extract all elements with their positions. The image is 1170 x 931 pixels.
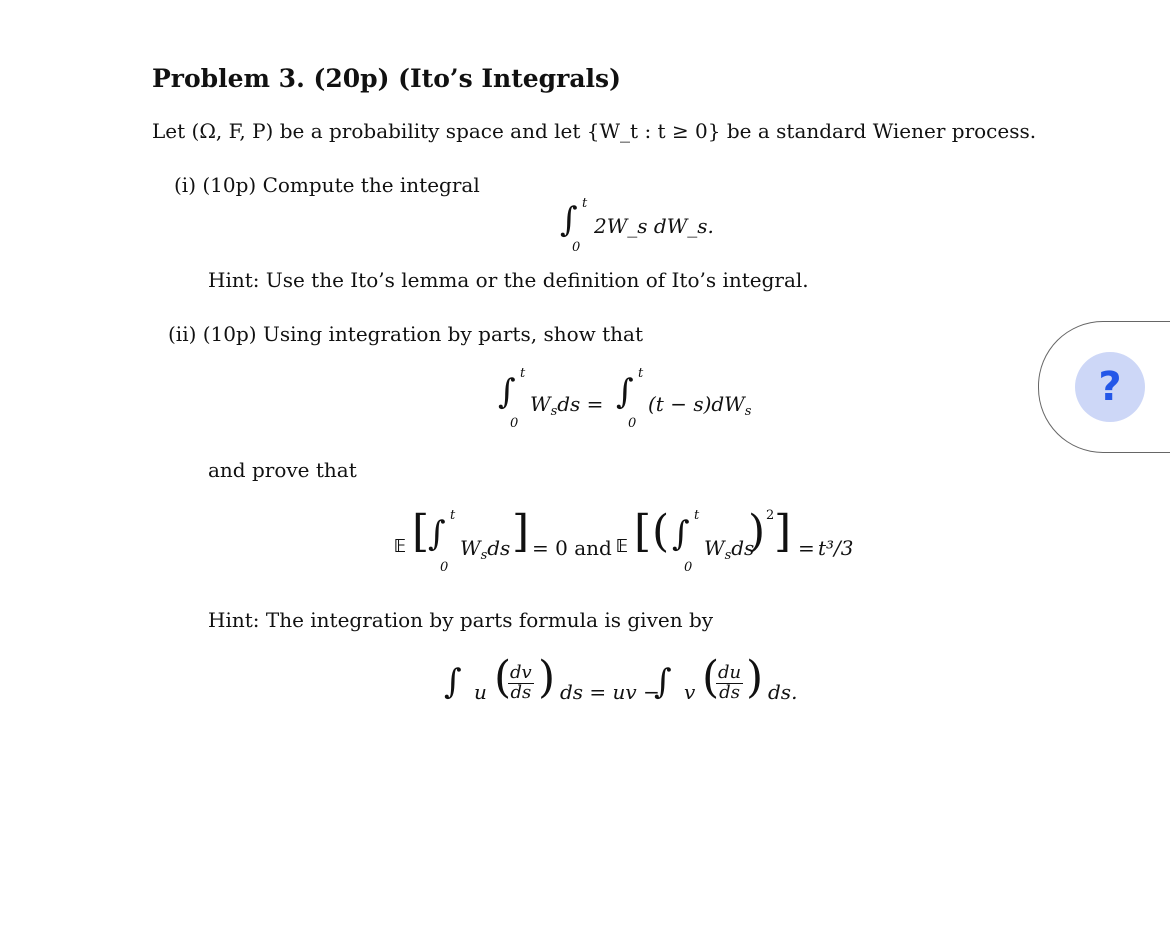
prove-text: and prove that xyxy=(208,458,357,482)
integral-lower-limit: 0 xyxy=(628,416,637,431)
integral-lower-limit: 0 xyxy=(440,560,449,575)
formula-end: ds. xyxy=(768,680,798,704)
left-bracket: [ xyxy=(634,506,652,557)
integral-lower-limit: 0 xyxy=(510,416,519,431)
integral-upper-limit: t xyxy=(520,366,526,381)
square-exponent: 2 xyxy=(766,508,775,523)
integral-sign: ∫ xyxy=(498,372,516,412)
integration-by-parts-formula xyxy=(444,652,824,726)
right-paren: ) xyxy=(748,506,766,557)
part-i-integral xyxy=(560,196,720,260)
integral-upper-limit: t xyxy=(694,508,700,523)
formula-v: v xyxy=(684,680,696,704)
formula-u: u xyxy=(474,680,487,704)
integral-sign: ∫ xyxy=(616,372,634,412)
part-i-hint: Hint: Use the Ito’s lemma or the definition of Ito’s integral. xyxy=(208,268,809,292)
identity-left: $W_sds$ = xyxy=(530,392,604,419)
fraction-du-ds: $\frac{du}{ds}$ xyxy=(718,662,742,703)
problem-intro xyxy=(152,119,1036,143)
expectation-symbol: 𝔼 xyxy=(394,536,407,557)
problem-title: Problem 3. (20p) (Ito’s Integrals) xyxy=(152,64,621,93)
help-icon[interactable]: ? xyxy=(1075,352,1145,422)
expectation-symbol: 𝔼 xyxy=(616,536,629,557)
right-bracket: ] xyxy=(512,506,530,557)
equals-sign: = xyxy=(798,536,815,560)
identity-right: $(t - s)dW_s$ xyxy=(648,392,752,419)
problem-intro-text: Let (Ω, F, P) be a probability space and let {W_t : t ≥ 0} be a standard Wiener process. xyxy=(152,119,1037,143)
and-text: = 0 and xyxy=(532,536,612,560)
right-bracket: ] xyxy=(774,506,792,557)
integral-sign: ∫ xyxy=(560,200,578,240)
part-i-integrand: 2W_s dW_s. xyxy=(594,214,714,238)
integral-upper-limit: t xyxy=(638,366,644,381)
part-ii-hint: Hint: The integration by parts formula is given by xyxy=(208,608,714,632)
integral-upper-limit: t xyxy=(582,196,588,211)
right-paren: ) xyxy=(746,652,764,703)
right-paren: ) xyxy=(538,652,556,703)
left-bracket: [ xyxy=(412,506,430,557)
variance-integrand: $W_sds$ xyxy=(704,536,755,563)
part-ii-label: (ii) (10p) Using integration by parts, show that xyxy=(168,322,643,346)
integral-sign: ∫ xyxy=(444,662,462,702)
left-paren: ( xyxy=(494,652,512,703)
integral-sign: ∫ xyxy=(428,514,446,554)
variance-result: t³/3 xyxy=(818,536,854,560)
left-paren: ( xyxy=(652,506,670,557)
left-paren: ( xyxy=(702,652,720,703)
integral-upper-limit: t xyxy=(450,508,456,523)
integral-sign: ∫ xyxy=(672,514,690,554)
formula-middle: ds = uv − xyxy=(560,680,660,704)
fraction-dv-ds: $\frac{dv}{ds}$ xyxy=(510,662,532,703)
expectation-integrand: $W_sds$ xyxy=(460,536,511,563)
integral-lower-limit: 0 xyxy=(572,240,581,255)
expectation-equation xyxy=(394,506,864,586)
integral-lower-limit: 0 xyxy=(684,560,693,575)
integral-sign: ∫ xyxy=(654,662,672,702)
part-ii-identity xyxy=(498,366,778,436)
part-i-label: (i) (10p) Compute the integral xyxy=(174,173,480,197)
